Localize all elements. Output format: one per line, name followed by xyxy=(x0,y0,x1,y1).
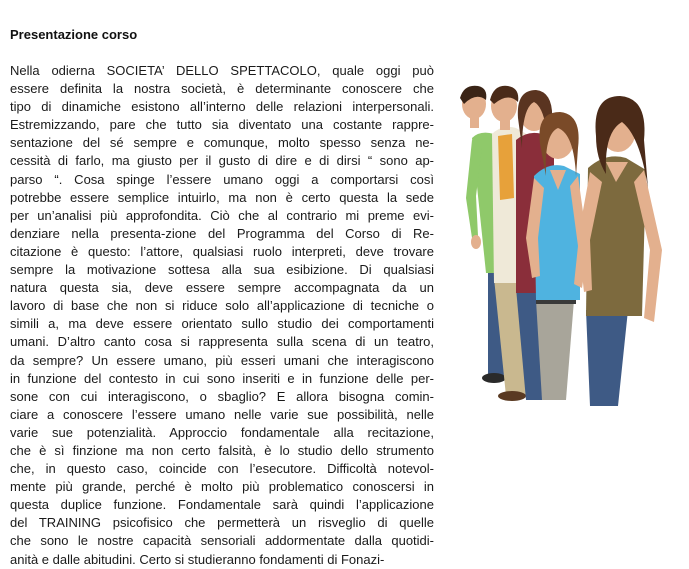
article-line: da sempre? Un essere umano, più esseri umani che interagiscono xyxy=(10,352,434,368)
article-line: questa duplice funzione. Fondamentale sarà quindi l’applicazione xyxy=(10,497,434,513)
article-line: tipo di dinamiche esistono all’interno delle relazioni interpersonali. xyxy=(10,99,434,115)
hand-1 xyxy=(471,235,481,249)
article-line: Nella odierna SOCIETA’ DELLO SPETTACOLO, quale oggi può xyxy=(10,63,434,78)
neck-2 xyxy=(500,118,510,130)
article-line: denziare nella presenta-zione del Programma del Corso di Re- xyxy=(10,225,434,241)
article-line: parso “. Cosa spinge l’essere umano oggi a comportarsi così xyxy=(10,171,434,187)
article-line: anità e dalle abitudini. Certo si studieranno fondamenti di Fonazi- xyxy=(10,551,385,567)
article-line: Estremizzando, pare che tutto sia diventato una costante rappre- xyxy=(10,117,434,133)
legs-5 xyxy=(586,310,628,406)
article-line: lavoro di base che non si riduce solo all’applicazione di tecniche o xyxy=(10,298,434,314)
article-line: che, in questo caso, coincide con l’esecutore. Difficoltà notevol- xyxy=(10,461,434,477)
article-line: cessità di farlo, ma giusto per il gusto di dire e di dirsi “ sono ap- xyxy=(10,153,434,169)
article-line: che sono le nostre capacità sensoriali addormentate dalla quotidi- xyxy=(10,533,434,549)
article-line: essere definita la nostra società, è determinante conoscere che xyxy=(10,81,434,97)
article-line: umani. D’altro canto cosa si rappresenta sulla scena di un teatro, xyxy=(10,334,434,350)
article-line: potrebbe essere semplice intuirlo, ma non è certo questa la sede xyxy=(10,189,434,205)
article-line: varie sue potenzialità. Approccio fondamentale alla recitazione, xyxy=(10,424,434,440)
article-line: sone con cui interagiscono, o sbaglio? E allora bisogna comin- xyxy=(10,388,434,404)
article-line: sentazione del sé sempre e comunque, molto spesso senza ne- xyxy=(10,135,434,151)
article-line: simili a, ma deve essere orientato sullo studio dei comportamenti xyxy=(10,316,434,332)
article-line: del TRAINING psicofisico che permetterà un risveglio di quelle xyxy=(10,515,434,531)
shoe-1 xyxy=(482,373,506,383)
article-line: per un’analisi più approfondita. Ciò che al contrario mi preme evi- xyxy=(10,207,434,223)
neck-1 xyxy=(470,116,479,128)
article-line: in funzione del contesto in cui sono inseriti e in funzione delle per- xyxy=(10,370,434,386)
article-body xyxy=(10,62,434,569)
legs-4 xyxy=(536,300,574,400)
person-olive-top xyxy=(578,96,662,406)
article-line: natura questa sia, deve essere sempre accompagnata da un xyxy=(10,280,434,296)
article-line: che è sì finzione ma non certo falsità, è lo studio dello strumento xyxy=(10,442,434,458)
shoe-2 xyxy=(498,391,526,401)
article-line: mente più grande, perché è molto più problematico conoscersi in xyxy=(10,479,434,495)
article-line: sempre la motivazione sottesa alla sua esibizione. Di qualsiasi xyxy=(10,262,434,278)
article-line: citazione è questo: l’attore, qualsiasi ruolo interpreti, deve trovare xyxy=(10,243,434,259)
shirt-2 xyxy=(498,134,514,200)
page-title: Presentazione corso xyxy=(10,27,138,42)
group-photo xyxy=(450,78,682,408)
article-line: ciare a conoscere l’essere umano nelle varie sue possibilità, nelle xyxy=(10,406,434,422)
